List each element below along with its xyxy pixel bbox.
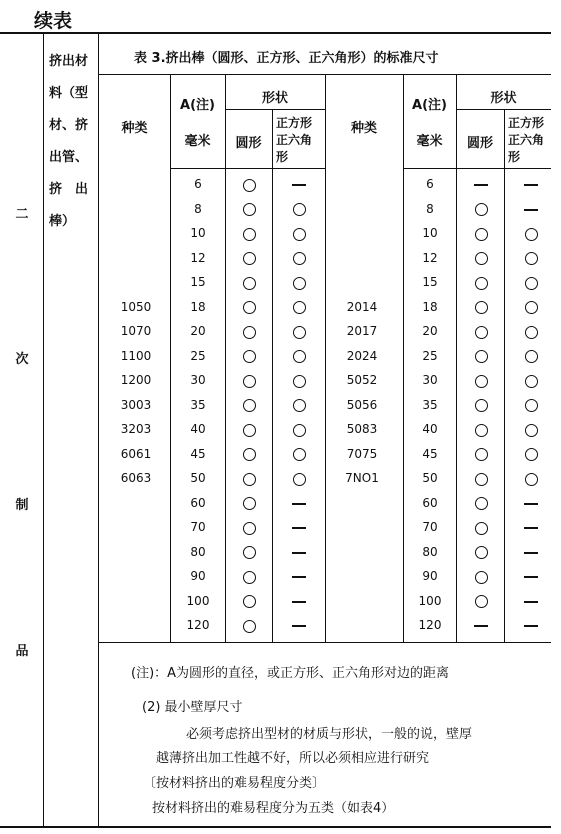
bottom-rule	[0, 826, 551, 828]
left-header-bottom-rule	[170, 168, 325, 169]
left-round-mark-circle-icon	[243, 277, 256, 290]
right-poly-mark-dash-icon	[524, 601, 538, 603]
right-poly-mark-dash-icon	[524, 527, 538, 529]
col-kind-right: 种类	[350, 121, 377, 136]
col-a-unit-left: 毫米	[184, 134, 211, 149]
col-shape-left: 形状	[261, 91, 288, 106]
left-size-value: 35	[190, 397, 206, 412]
left-size-value: 15	[190, 275, 206, 289]
right-round-mark-circle-icon	[475, 228, 488, 241]
col-poly-right-3: 形	[508, 150, 521, 164]
table-vline	[272, 109, 273, 642]
product-label-line: 出管、	[49, 150, 89, 165]
right-poly-mark-dash-icon	[524, 503, 538, 505]
left-poly-mark-circle-icon	[293, 277, 306, 290]
right-poly-mark-circle-icon	[525, 399, 538, 412]
right-round-mark-dash-icon	[474, 625, 488, 627]
col-poly-left-2: 正六角	[276, 133, 313, 147]
right-poly-mark-circle-icon	[525, 473, 538, 486]
left-poly-mark-dash-icon	[292, 552, 306, 554]
col-poly-right-1: 正方形	[508, 116, 545, 130]
left-poly-mark-circle-icon	[293, 375, 306, 388]
left-round-mark-circle-icon	[243, 228, 256, 241]
left-round-mark-circle-icon	[243, 448, 256, 461]
paragraph-line-1: 必须考虑挤出型材的材质与形状，一般的说，壁厚	[186, 727, 473, 742]
right-size-value: 35	[422, 397, 438, 412]
left-round-mark-circle-icon	[243, 424, 256, 437]
col-round-left: 圆形	[235, 136, 262, 151]
col-a-left: A(注)	[180, 98, 215, 113]
right-size-value: 20	[422, 324, 438, 338]
right-round-mark-circle-icon	[475, 277, 488, 290]
left-size-value: 25	[190, 348, 206, 363]
left-poly-mark-circle-icon	[293, 203, 306, 216]
left-size-value: 60	[190, 495, 206, 510]
left-poly-mark-circle-icon	[293, 399, 306, 412]
left-round-mark-circle-icon	[243, 252, 256, 265]
right-round-mark-circle-icon	[475, 350, 488, 363]
top-rule	[0, 32, 551, 34]
right-round-mark-dash-icon	[474, 184, 488, 186]
right-alloy-value: 7075	[346, 446, 378, 461]
product-label-line: 材、挤	[49, 118, 89, 133]
left-alloy-value: 1100	[120, 348, 152, 363]
right-alloy-value: 2024	[346, 348, 378, 363]
right-round-mark-circle-icon	[475, 522, 488, 535]
right-size-value: 80	[422, 544, 438, 559]
table-vline	[403, 74, 404, 642]
left-alloy-value: 6063	[120, 471, 152, 485]
right-size-value: 10	[422, 226, 438, 240]
right-poly-mark-circle-icon	[525, 424, 538, 437]
right-header-bottom-rule	[403, 168, 551, 169]
left-size-value: 18	[190, 299, 206, 314]
left-poly-mark-dash-icon	[292, 576, 306, 578]
right-poly-mark-circle-icon	[525, 301, 538, 314]
right-round-mark-circle-icon	[475, 326, 488, 339]
right-size-value: 6	[426, 177, 434, 191]
right-round-mark-circle-icon	[475, 595, 488, 608]
right-alloy-value: 5083	[346, 422, 378, 436]
product-label-line: 棒）	[49, 214, 76, 229]
left-round-mark-circle-icon	[243, 620, 256, 633]
left-poly-mark-dash-icon	[292, 184, 306, 186]
right-round-mark-circle-icon	[475, 252, 488, 265]
right-poly-mark-circle-icon	[525, 228, 538, 241]
left-round-mark-circle-icon	[243, 203, 256, 216]
category-char-2: 次	[15, 352, 29, 367]
right-round-mark-circle-icon	[475, 448, 488, 461]
col-poly-right-2: 正六角	[508, 133, 545, 147]
left-round-mark-circle-icon	[243, 473, 256, 486]
right-poly-mark-circle-icon	[525, 350, 538, 363]
right-poly-mark-circle-icon	[525, 375, 538, 388]
left-size-value: 30	[190, 373, 206, 387]
category-char-1: 二	[15, 207, 29, 222]
right-poly-mark-dash-icon	[524, 184, 538, 186]
right-poly-mark-dash-icon	[524, 625, 538, 627]
paragraph-line-2: 越薄挤出加工性越不好，所以必须相应进行研究	[156, 751, 430, 766]
right-size-value: 70	[422, 520, 438, 534]
category-char-3: 制	[15, 498, 29, 513]
left-poly-mark-circle-icon	[293, 326, 306, 339]
col-kind-left: 种类	[121, 121, 148, 136]
right-round-mark-circle-icon	[475, 571, 488, 584]
left-round-mark-circle-icon	[243, 571, 256, 584]
page-header-title: 续表	[34, 10, 73, 32]
table-vline	[325, 74, 326, 642]
left-round-mark-circle-icon	[243, 301, 256, 314]
right-size-value: 45	[422, 446, 438, 461]
left-round-mark-circle-icon	[243, 350, 256, 363]
left-poly-mark-circle-icon	[293, 228, 306, 241]
table-note: (注)：A为圆形的直径，或正方形、正六角形对边的距离	[131, 666, 450, 681]
right-round-mark-circle-icon	[475, 399, 488, 412]
right-poly-mark-circle-icon	[525, 326, 538, 339]
left-poly-mark-dash-icon	[292, 503, 306, 505]
category-divider	[43, 32, 44, 828]
left-poly-mark-dash-icon	[292, 625, 306, 627]
right-round-mark-circle-icon	[475, 473, 488, 486]
table-vline	[170, 74, 171, 642]
right-alloy-value: 7NO1	[345, 471, 379, 485]
left-round-mark-circle-icon	[243, 497, 256, 510]
category-char-4: 品	[15, 644, 29, 659]
left-round-mark-circle-icon	[243, 326, 256, 339]
right-size-value: 12	[422, 250, 438, 265]
left-size-value: 20	[190, 324, 206, 338]
left-size-value: 80	[190, 544, 206, 559]
left-shape-rule	[225, 109, 325, 110]
left-size-value: 70	[190, 520, 206, 534]
col-shape-right: 形状	[490, 91, 517, 106]
left-round-mark-circle-icon	[243, 595, 256, 608]
right-poly-mark-dash-icon	[524, 576, 538, 578]
left-size-value: 8	[194, 201, 202, 216]
right-size-value: 90	[422, 569, 438, 583]
left-alloy-value: 3203	[120, 422, 152, 436]
left-poly-mark-circle-icon	[293, 252, 306, 265]
left-poly-mark-circle-icon	[293, 448, 306, 461]
left-size-value: 90	[190, 569, 206, 583]
table-vline	[456, 74, 457, 642]
left-poly-mark-dash-icon	[292, 527, 306, 529]
left-poly-mark-circle-icon	[293, 350, 306, 363]
left-size-value: 50	[190, 471, 206, 485]
col-round-right: 圆形	[466, 136, 493, 151]
left-round-mark-circle-icon	[243, 375, 256, 388]
right-round-mark-circle-icon	[475, 375, 488, 388]
right-size-value: 30	[422, 373, 438, 387]
left-alloy-value: 6061	[120, 446, 152, 461]
right-round-mark-circle-icon	[475, 424, 488, 437]
col-a-right: A(注)	[412, 98, 447, 113]
product-label-line: 料（型	[49, 86, 89, 101]
left-alloy-value: 1070	[120, 324, 152, 338]
product-label-line: 挤出材	[49, 54, 89, 69]
left-size-value: 120	[186, 618, 210, 632]
col-poly-left-1: 正方形	[276, 116, 313, 130]
left-alloy-value: 3003	[120, 397, 152, 412]
left-alloy-value: 1050	[120, 299, 152, 314]
section-heading: (2) 最小壁厚尺寸	[142, 700, 243, 715]
right-size-value: 50	[422, 471, 438, 485]
left-size-value: 10	[190, 226, 206, 240]
left-round-mark-circle-icon	[243, 179, 256, 192]
right-poly-mark-dash-icon	[524, 209, 538, 211]
right-size-value: 120	[418, 618, 442, 632]
right-alloy-value: 5052	[346, 373, 378, 387]
right-poly-mark-circle-icon	[525, 252, 538, 265]
left-poly-mark-circle-icon	[293, 424, 306, 437]
right-size-value: 60	[422, 495, 438, 510]
left-alloy-value: 1200	[120, 373, 152, 387]
table-vline	[225, 74, 226, 642]
left-poly-mark-dash-icon	[292, 601, 306, 603]
right-round-mark-circle-icon	[475, 546, 488, 559]
classification-heading: 〔按材料挤出的难易程度分类〕	[143, 776, 326, 791]
right-size-value: 40	[422, 422, 438, 436]
left-size-value: 40	[190, 422, 206, 436]
left-size-value: 12	[190, 250, 206, 265]
product-label-line: 挤 出	[49, 182, 89, 197]
left-round-mark-circle-icon	[243, 399, 256, 412]
left-size-value: 45	[190, 446, 206, 461]
left-round-mark-circle-icon	[243, 546, 256, 559]
right-round-mark-circle-icon	[475, 203, 488, 216]
right-alloy-value: 2014	[346, 299, 378, 314]
table-caption: 表 3.挤出棒（圆形、正方形、正六角形）的标准尺寸	[134, 51, 439, 66]
table-bottom-rule	[99, 642, 551, 643]
left-round-mark-circle-icon	[243, 522, 256, 535]
col-a-unit-right: 毫米	[416, 134, 443, 149]
right-size-value: 100	[418, 593, 442, 608]
right-round-mark-circle-icon	[475, 301, 488, 314]
right-poly-mark-dash-icon	[524, 552, 538, 554]
right-alloy-value: 2017	[346, 324, 378, 338]
right-poly-mark-circle-icon	[525, 448, 538, 461]
right-round-mark-circle-icon	[475, 497, 488, 510]
right-size-value: 25	[422, 348, 438, 363]
right-size-value: 18	[422, 299, 438, 314]
right-size-value: 15	[422, 275, 438, 289]
left-poly-mark-circle-icon	[293, 301, 306, 314]
left-poly-mark-circle-icon	[293, 473, 306, 486]
left-size-value: 6	[194, 177, 202, 191]
left-size-value: 100	[186, 593, 210, 608]
col-poly-left-3: 形	[276, 150, 289, 164]
label-divider	[98, 32, 99, 828]
paragraph-line-3: 按材料挤出的难易程度分为五类（如表4）	[152, 801, 395, 816]
table-vline	[504, 109, 505, 642]
right-size-value: 8	[426, 201, 434, 216]
right-poly-mark-circle-icon	[525, 277, 538, 290]
right-alloy-value: 5056	[346, 397, 378, 412]
